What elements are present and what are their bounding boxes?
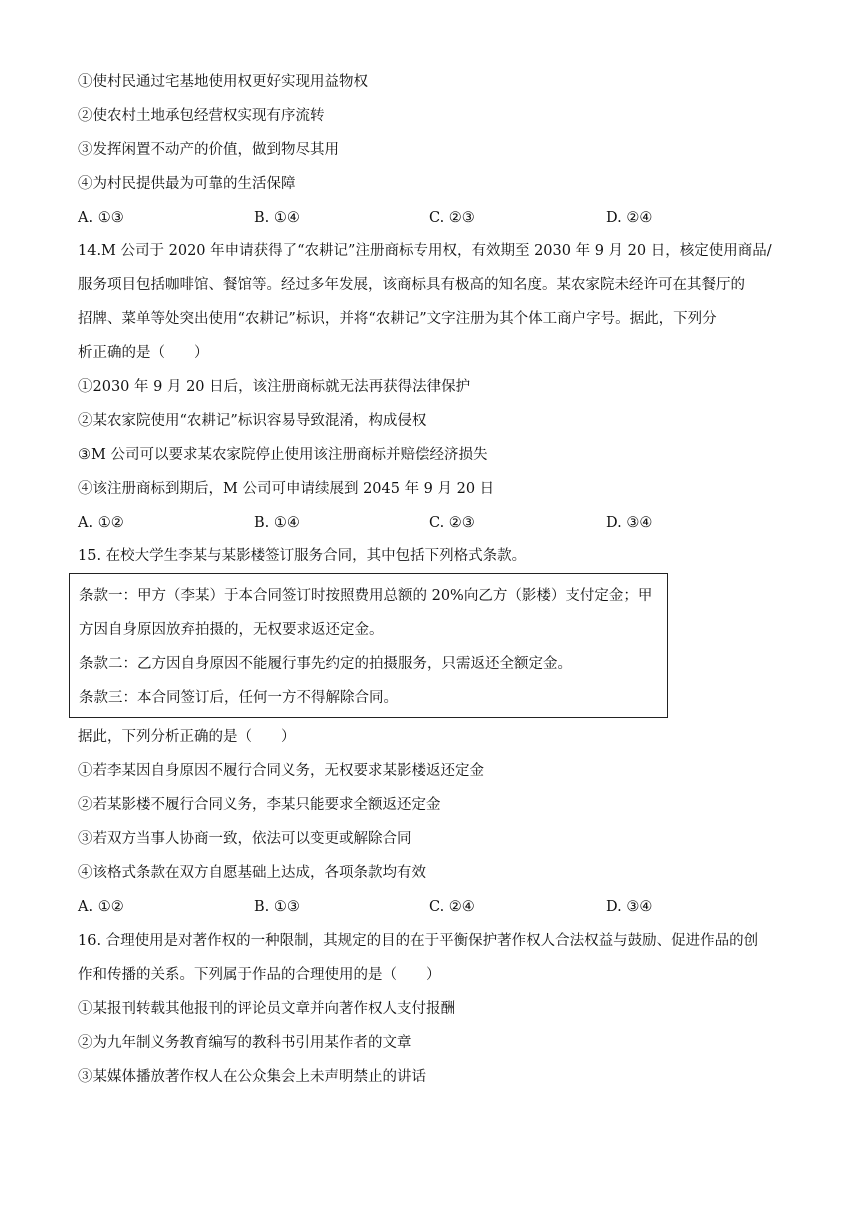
q13-item-1: ①使村民通过宅基地使用权更好实现用益物权 [78, 74, 368, 90]
q15-item-3: ③若双方当事人协商一致，依法可以变更或解除合同 [78, 831, 412, 847]
q14-stem-line-2: 服务项目包括咖啡馆、餐馆等。经过多年发展，该商标具有极高的知名度。某农家院未经许可在其餐厅的 [78, 277, 745, 293]
q15-item-1: ①若李某因自身原因不履行合同义务，无权要求某影楼返还定金 [78, 763, 484, 779]
q15-stem: 15. 在校大学生李某与某影楼签订服务合同，其中包括下列格式条款。 [78, 548, 527, 564]
q15-item-4: ④该格式条款在双方自愿基础上达成，各项条款均有效 [78, 865, 426, 881]
q15-item-2: ②若某影楼不履行合同义务，李某只能要求全额返还定金 [78, 797, 441, 813]
q14-stem-line-4: 析正确的是（ ） [78, 345, 209, 361]
q15-option-b: B. ①③ [254, 899, 300, 915]
q14-stem-line-1: 14.M 公司于 2020 年申请获得了“农耕记”注册商标专用权，有效期至 2030 年 9 月 20 日，核定使用商品/ [78, 243, 772, 259]
q14-option-d: D. ③④ [606, 515, 653, 531]
q14-item-4: ④该注册商标到期后，M 公司可申请续展到 2045 年 9 月 20 日 [78, 481, 495, 497]
q16-item-2: ②为九年制义务教育编写的教科书引用某作者的文章 [78, 1035, 412, 1051]
q14-item-1: ①2030 年 9 月 20 日后，该注册商标就无法再获得法律保护 [78, 379, 471, 395]
q13-item-3: ③发挥闲置不动产的价值，做到物尽其用 [78, 142, 339, 158]
q14-option-b: B. ①④ [254, 515, 300, 531]
q14-option-a: A. ①② [78, 515, 124, 531]
q14-options [78, 513, 778, 533]
q13-options [78, 208, 778, 228]
q14-option-c: C. ②③ [429, 515, 475, 531]
q15-question: 据此，下列分析正确的是（ ） [78, 729, 296, 745]
q16-stem-line-1: 16. 合理使用是对著作权的一种限制，其规定的目的在于平衡保护著作权人合法权益与鼓励、促进作品的创 [78, 933, 759, 949]
q15-clause-box [69, 573, 668, 718]
q14-item-2: ②某农家院使用“农耕记”标识容易导致混淆，构成侵权 [78, 413, 427, 429]
q15-option-d: D. ③④ [606, 899, 653, 915]
q15-clause-line-3: 条款二：乙方因自身原因不能履行事先约定的拍摄服务，只需返还全额定金。 [79, 656, 572, 672]
q13-item-4: ④为村民提供最为可靠的生活保障 [78, 176, 296, 192]
q13-item-2: ②使农村土地承包经营权实现有序流转 [78, 108, 325, 124]
q15-clause-line-1: 条款一：甲方（李某）于本合同签订时按照费用总额的 20%向乙方（影楼）支付定金；甲 [79, 588, 653, 604]
q14-item-3: ③M 公司可以要求某农家院停止使用该注册商标并赔偿经济损失 [78, 447, 488, 463]
q13-option-a: A. ①③ [78, 210, 124, 226]
q15-options [78, 897, 778, 917]
q15-clause-line-4: 条款三：本合同签订后，任何一方不得解除合同。 [79, 690, 398, 706]
q16-item-3: ③某媒体播放著作权人在公众集会上未声明禁止的讲话 [78, 1069, 426, 1085]
q15-option-a: A. ①② [78, 899, 124, 915]
q15-clause-line-2: 方因自身原因放弃拍摄的，无权要求返还定金。 [79, 622, 384, 638]
q13-option-b: B. ①④ [254, 210, 300, 226]
q16-stem-line-2: 作和传播的关系。下列属于作品的合理使用的是（ ） [78, 967, 441, 983]
q13-option-c: C. ②③ [429, 210, 475, 226]
q16-item-1: ①某报刊转载其他报刊的评论员文章并向著作权人支付报酬 [78, 1001, 455, 1017]
q13-option-d: D. ②④ [606, 210, 653, 226]
q15-option-c: C. ②④ [429, 899, 475, 915]
q14-stem-line-3: 招牌、菜单等处突出使用“农耕记”标识，并将“农耕记”文字注册为其个体工商户字号。据此，下列分 [78, 311, 717, 327]
